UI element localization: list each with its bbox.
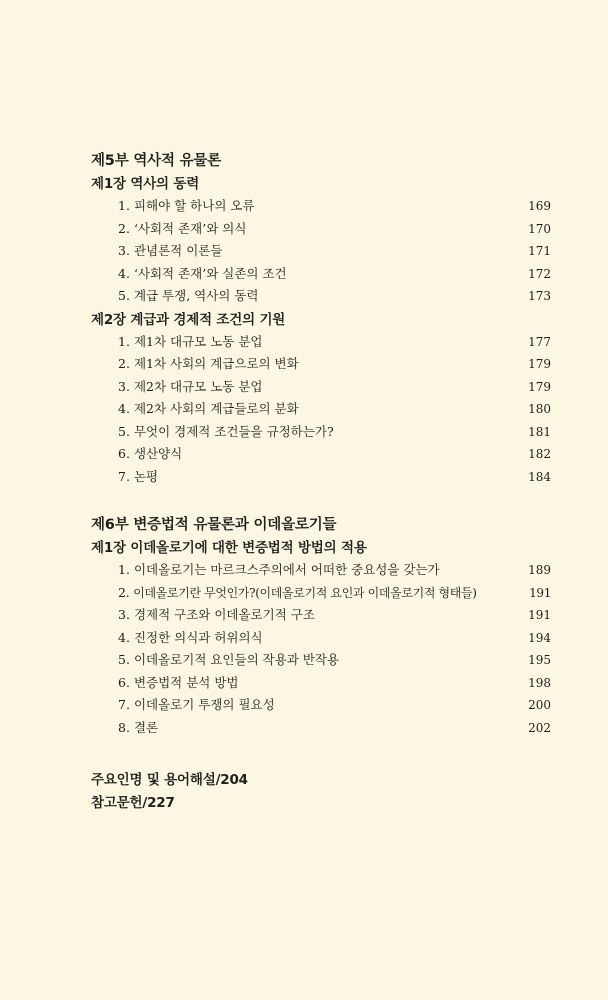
section-spacer <box>91 488 551 514</box>
entry-title: 이데올로기란 무엇인가?(이데올로기적 요인과 이데올로기적 형태들) <box>133 585 477 600</box>
part-5-chapter-2-title: 제2장 계급과 경제적 조건의 기원 <box>91 311 286 328</box>
toc-entry <box>91 694 551 717</box>
toc-entry <box>91 627 551 650</box>
entry-title: 제1차 대규모 노동 분업 <box>133 333 263 349</box>
entry-number: 1. <box>118 333 130 349</box>
entry-page: 182 <box>528 447 551 461</box>
toc-entry <box>91 353 551 376</box>
entry-page: 200 <box>528 698 551 712</box>
entry-page: 194 <box>528 630 551 645</box>
entry-number: 3. <box>118 378 130 394</box>
toc-entry <box>91 398 551 421</box>
entry-page: 179 <box>528 357 551 371</box>
entry-number: 1. <box>118 562 130 577</box>
entry-title: 진정한 의식과 허위의식 <box>133 629 263 645</box>
entry-title: ‘사회적 존재’와 의식 <box>133 220 247 236</box>
toc-entry <box>91 331 551 354</box>
entry-number: 5. <box>118 288 130 303</box>
entry-number: 6. <box>118 446 130 461</box>
entry-page: 170 <box>528 221 551 236</box>
toc-entry <box>91 717 551 740</box>
toc-entry <box>91 443 551 466</box>
entry-number: 4. <box>118 265 130 281</box>
toc-entry <box>91 195 551 218</box>
references-entry: 참고문헌/227 <box>91 795 175 811</box>
entry-title: 제2차 사회의 계급들로의 분화 <box>133 401 299 416</box>
entry-title: 계급 투쟁, 역사의 동력 <box>133 288 259 303</box>
table-of-contents <box>91 150 551 815</box>
entry-number: 8. <box>118 719 130 735</box>
toc-entry <box>91 421 551 444</box>
entry-page: 181 <box>528 424 551 439</box>
toc-entry <box>91 604 551 627</box>
entry-number: 6. <box>118 674 130 690</box>
section-spacer <box>91 739 551 769</box>
part-6-title: 제6부 변증법적 유물론과 이데올로기들 <box>91 517 337 533</box>
entry-number: 2. <box>118 220 130 236</box>
part-6-chapter-1-title: 제1장 이데올로기에 대한 변증법적 방법의 적용 <box>91 540 367 556</box>
entry-page: 191 <box>528 608 551 622</box>
entry-page: 172 <box>528 266 551 281</box>
entry-title: 이데올로기적 요인들의 작용과 반작용 <box>133 652 340 667</box>
toc-entry <box>91 240 551 263</box>
toc-entry <box>91 466 551 489</box>
entry-number: 5. <box>118 423 130 439</box>
toc-entry <box>91 218 551 241</box>
entry-page: 189 <box>528 563 551 577</box>
entry-number: 2. <box>118 356 130 371</box>
entry-title: 제1차 사회의 계급으로의 변화 <box>133 356 299 371</box>
entry-title: 생산양식 <box>133 446 183 461</box>
entry-title: ‘사회적 존재’와 실존의 조건 <box>133 265 287 281</box>
glossary-entry: 주요인명 및 용어해설/204 <box>91 772 248 788</box>
entry-page: 191 <box>529 585 551 600</box>
entry-page: 169 <box>528 199 551 213</box>
entry-number: 2. <box>118 584 130 600</box>
entry-title: 이데올로기는 마르크스주의에서 어떠한 중요성을 갖는가 <box>133 562 440 577</box>
entry-number: 1. <box>118 198 130 213</box>
toc-entry <box>91 582 551 605</box>
entry-page: 171 <box>528 244 551 258</box>
toc-entry <box>91 672 551 695</box>
entry-page: 202 <box>528 720 551 735</box>
entry-title: 변증법적 분석 방법 <box>133 674 239 690</box>
toc-entry <box>91 649 551 672</box>
entry-page: 195 <box>528 653 551 667</box>
entry-title: 피해야 할 하나의 오류 <box>133 198 255 213</box>
entry-number: 4. <box>118 629 130 645</box>
toc-entry <box>91 376 551 399</box>
entry-title: 논평 <box>133 468 159 484</box>
entry-page: 177 <box>528 334 551 349</box>
entry-number: 7. <box>118 697 130 712</box>
entry-page: 180 <box>528 402 551 416</box>
entry-number: 5. <box>118 652 130 667</box>
entry-title: 결론 <box>133 719 159 735</box>
entry-page: 184 <box>528 469 551 484</box>
toc-entry <box>91 559 551 582</box>
entry-title: 무엇이 경제적 조건들을 규정하는가? <box>133 423 334 439</box>
toc-entry <box>91 263 551 286</box>
toc-entry <box>91 285 551 308</box>
entry-number: 3. <box>118 607 130 622</box>
entry-page: 179 <box>528 379 551 394</box>
entry-title: 경제적 구조와 이데올로기적 구조 <box>133 607 315 622</box>
entry-number: 4. <box>118 401 130 416</box>
entry-title: 제2차 대규모 노동 분업 <box>133 378 263 394</box>
entry-page: 173 <box>528 289 551 303</box>
entry-page: 198 <box>528 675 551 690</box>
entry-number: 7. <box>118 468 130 484</box>
entry-title: 관념론적 이론들 <box>133 243 223 258</box>
part-5-title: 제5부 역사적 유물론 <box>91 153 222 169</box>
entry-title: 이데올로기 투쟁의 필요성 <box>133 697 275 712</box>
part-5-chapter-1-title: 제1장 역사의 동력 <box>91 176 200 192</box>
entry-number: 3. <box>118 243 130 258</box>
